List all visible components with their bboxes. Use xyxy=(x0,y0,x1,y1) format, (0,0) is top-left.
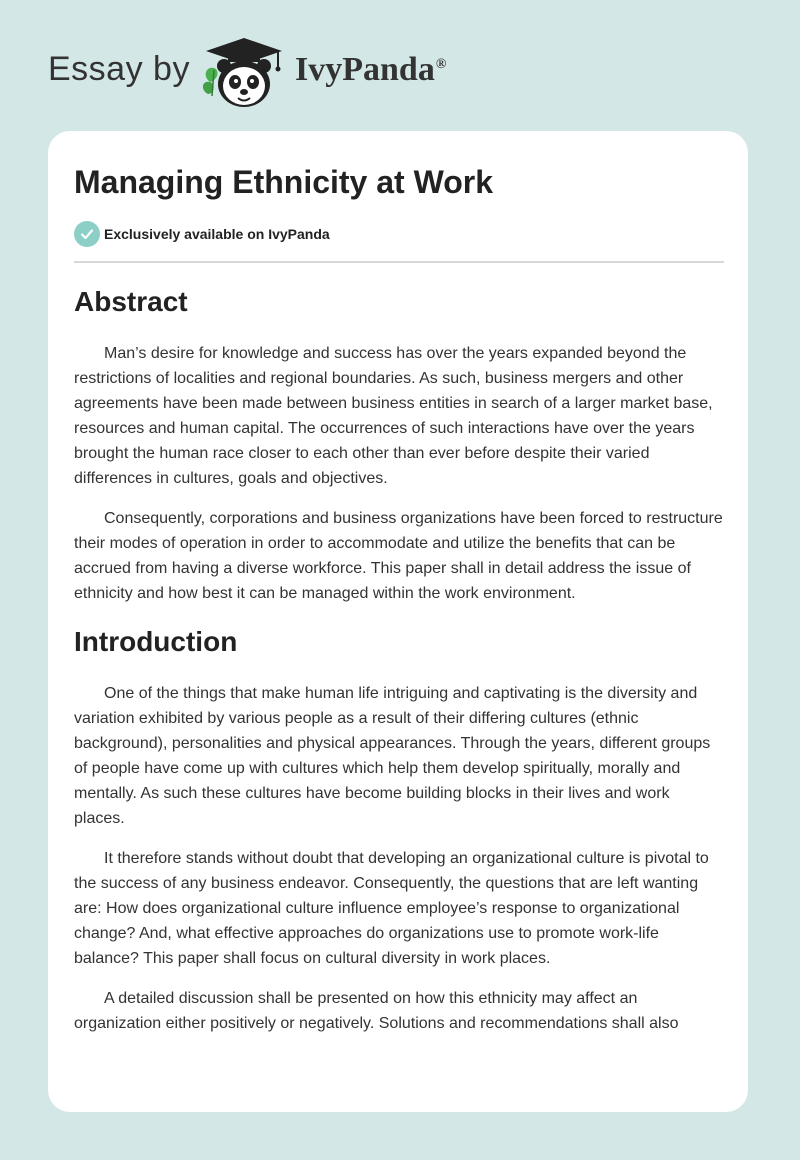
exclusive-badge xyxy=(74,221,724,247)
section-heading-abstract: Abstract xyxy=(74,286,188,317)
article-body xyxy=(74,281,724,1051)
check-icon xyxy=(74,221,100,247)
divider xyxy=(74,261,724,263)
exclusive-text: Exclusively available on IvyPanda xyxy=(104,226,330,242)
paragraph: Consequently, corporations and business organizations have been forced to restructure their modes of operation in order to accommodate and utilize the benefits that can be accrued from having a diverse workforce. This paper shall in detail address the issue of ethnicity and how best it can be managed within the work environment. xyxy=(74,510,723,602)
brand-header[interactable] xyxy=(48,36,508,110)
brand-prefix: Essay by xyxy=(48,50,190,88)
paragraph: Man’s desire for knowledge and success has over the years expanded beyond the restrictions of localities and regional boundaries. As such, business mergers and other agreements have been made between business entities in search of a larger market base, resources and human capital. The occurrences of such interactions have over the years brought the human race closer to each other than ever before despite their varied differences in cultures, goals and objectives. xyxy=(74,345,713,487)
registered-mark: ® xyxy=(435,56,447,72)
section-heading-introduction: Introduction xyxy=(74,626,238,657)
article-title: Managing Ethnicity at Work xyxy=(74,164,493,200)
panda-graduate-logo-icon xyxy=(200,36,292,110)
paragraph: It therefore stands without doubt that developing an organizational culture is pivotal to the success of any business endeavor. Consequently, the questions that are left wanting are: How does organizational culture influence employee’s response to organizational change? And, what effective approaches do organizations use to promote work-life balance? This paper shall focus on cultural diversity in work places. xyxy=(74,850,709,967)
paragraph: One of the things that make human life intriguing and captivating is the diversity and variation exhibited by various people as a result of their differing cultures (ethnic background), personalities and physical appearances. Through the years, different groups of people have come up with cultures which help them develop spiritually, morally and mentally. As such these cultures have become building blocks in their lives and work places. xyxy=(74,685,711,827)
paragraph: A detailed discussion shall be presented on how this ethnicity may affect an organization either positively or negatively. Solutions and recommendations shall also xyxy=(74,990,679,1032)
article-card xyxy=(48,131,748,1112)
brand-name: IvyPanda® xyxy=(295,51,447,88)
